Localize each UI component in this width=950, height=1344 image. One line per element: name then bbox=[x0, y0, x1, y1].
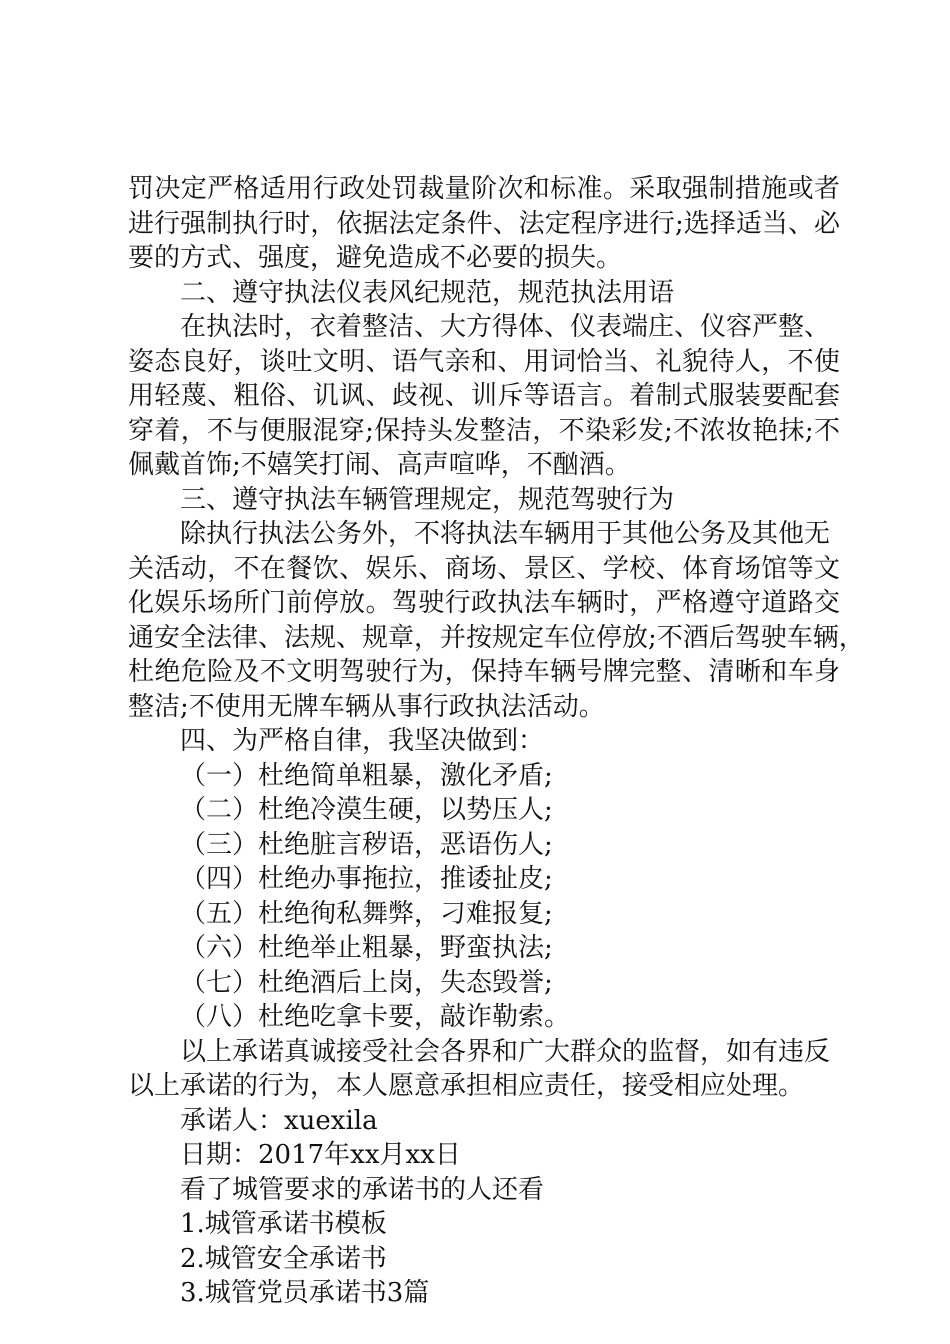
text-line: 穿着，不与便服混穿;保持头发整洁，不染彩发;不浓妆艳抹;不 bbox=[128, 415, 840, 446]
section-heading-4: 四、为严格自律，我坚决做到： bbox=[180, 726, 545, 756]
text-line: 以上承诺真诚接受社会各界和广大群众的监督，如有违反 bbox=[180, 1036, 831, 1067]
pledge-list bbox=[128, 759, 840, 1035]
paragraph-appearance bbox=[128, 310, 840, 483]
section-heading-3: 三、遵守执法车辆管理规定，规范驾驶行为 bbox=[180, 484, 675, 515]
related-link[interactable]: 3.城管党员承诺书3篇 bbox=[180, 1278, 430, 1308]
document-body bbox=[128, 172, 865, 1311]
paragraph-vehicles bbox=[128, 517, 865, 724]
text-line: 通安全法律、法规、规章，并按规定车位停放;不酒后驾驶车辆， bbox=[128, 622, 865, 653]
text-line: 姿态良好，谈吐文明、语气亲和、用词恰当、礼貌待人，不使 bbox=[128, 346, 840, 377]
text-line: 关活动，不在餐饮、娱乐、商场、景区、学校、体育场馆等文 bbox=[128, 553, 840, 584]
related-heading: 看了城管要求的承诺书的人还看 bbox=[180, 1174, 545, 1205]
pledge-item: （二）杜绝冷漠生硬，以势压人; bbox=[180, 795, 553, 825]
pledge-item: （一）杜绝简单粗暴，激化矛盾; bbox=[180, 760, 553, 791]
paragraph-closing bbox=[128, 1035, 840, 1104]
text-line: 要的方式、强度，避免造成不必要的损失。 bbox=[128, 243, 623, 273]
pledge-item: （三）杜绝脏言秽语，恶语伤人; bbox=[180, 829, 553, 860]
pledge-item: （八）杜绝吃拿卡要，敲诈勒索。 bbox=[180, 1002, 571, 1032]
text-line: 佩戴首饰;不嬉笑打闹、高声喧哗，不酗酒。 bbox=[128, 450, 631, 480]
related-articles bbox=[128, 1173, 840, 1311]
text-line: 以上承诺的行为，本人愿意承担相应责任，接受相应处理。 bbox=[128, 1071, 805, 1101]
section-heading-2: 二、遵守执法仪表风纪规范，规范执法用语 bbox=[180, 277, 675, 308]
signer-line: 承诺人：xuexila bbox=[180, 1105, 378, 1136]
pledge-item: （六）杜绝举止粗暴，野蛮执法; bbox=[180, 933, 553, 963]
text-line: 在执法时，衣着整洁、大方得体、仪表端庄、仪容严整、 bbox=[180, 312, 831, 342]
date-line: 日期：2017年xx月xx日 bbox=[180, 1140, 461, 1170]
pledge-item: （四）杜绝办事拖拉，推诿扯皮; bbox=[180, 864, 553, 894]
text-line: 化娱乐场所门前停放。驾驶行政执法车辆时，严格遵守道路交 bbox=[128, 588, 840, 618]
text-line: 用轻蔑、粗俗、讥讽、歧视、训斥等语言。着制式服装要配套 bbox=[128, 381, 840, 411]
text-line: 整洁;不使用无牌车辆从事行政执法活动。 bbox=[128, 691, 605, 722]
text-line: 杜绝危险及不文明驾驶行为，保持车辆号牌完整、清晰和车身 bbox=[128, 657, 840, 687]
related-link[interactable]: 2.城管安全承诺书 bbox=[180, 1243, 387, 1274]
pledge-item: （五）杜绝徇私舞弊，刁难报复; bbox=[180, 898, 553, 929]
text-line: 除执行执法公务外，不将执法车辆用于其他公务及其他无 bbox=[180, 519, 831, 549]
text-line: 进行强制执行时，依据法定条件、法定程序进行;选择适当、必 bbox=[128, 208, 840, 239]
pledge-item: （七）杜绝酒后上岗，失态毁誉; bbox=[180, 967, 553, 998]
text-line: 罚决定严格适用行政处罚裁量阶次和标准。采取强制措施或者 bbox=[128, 174, 840, 204]
paragraph-penalty-standards bbox=[128, 172, 840, 276]
related-link[interactable]: 1.城管承诺书模板 bbox=[180, 1209, 387, 1239]
